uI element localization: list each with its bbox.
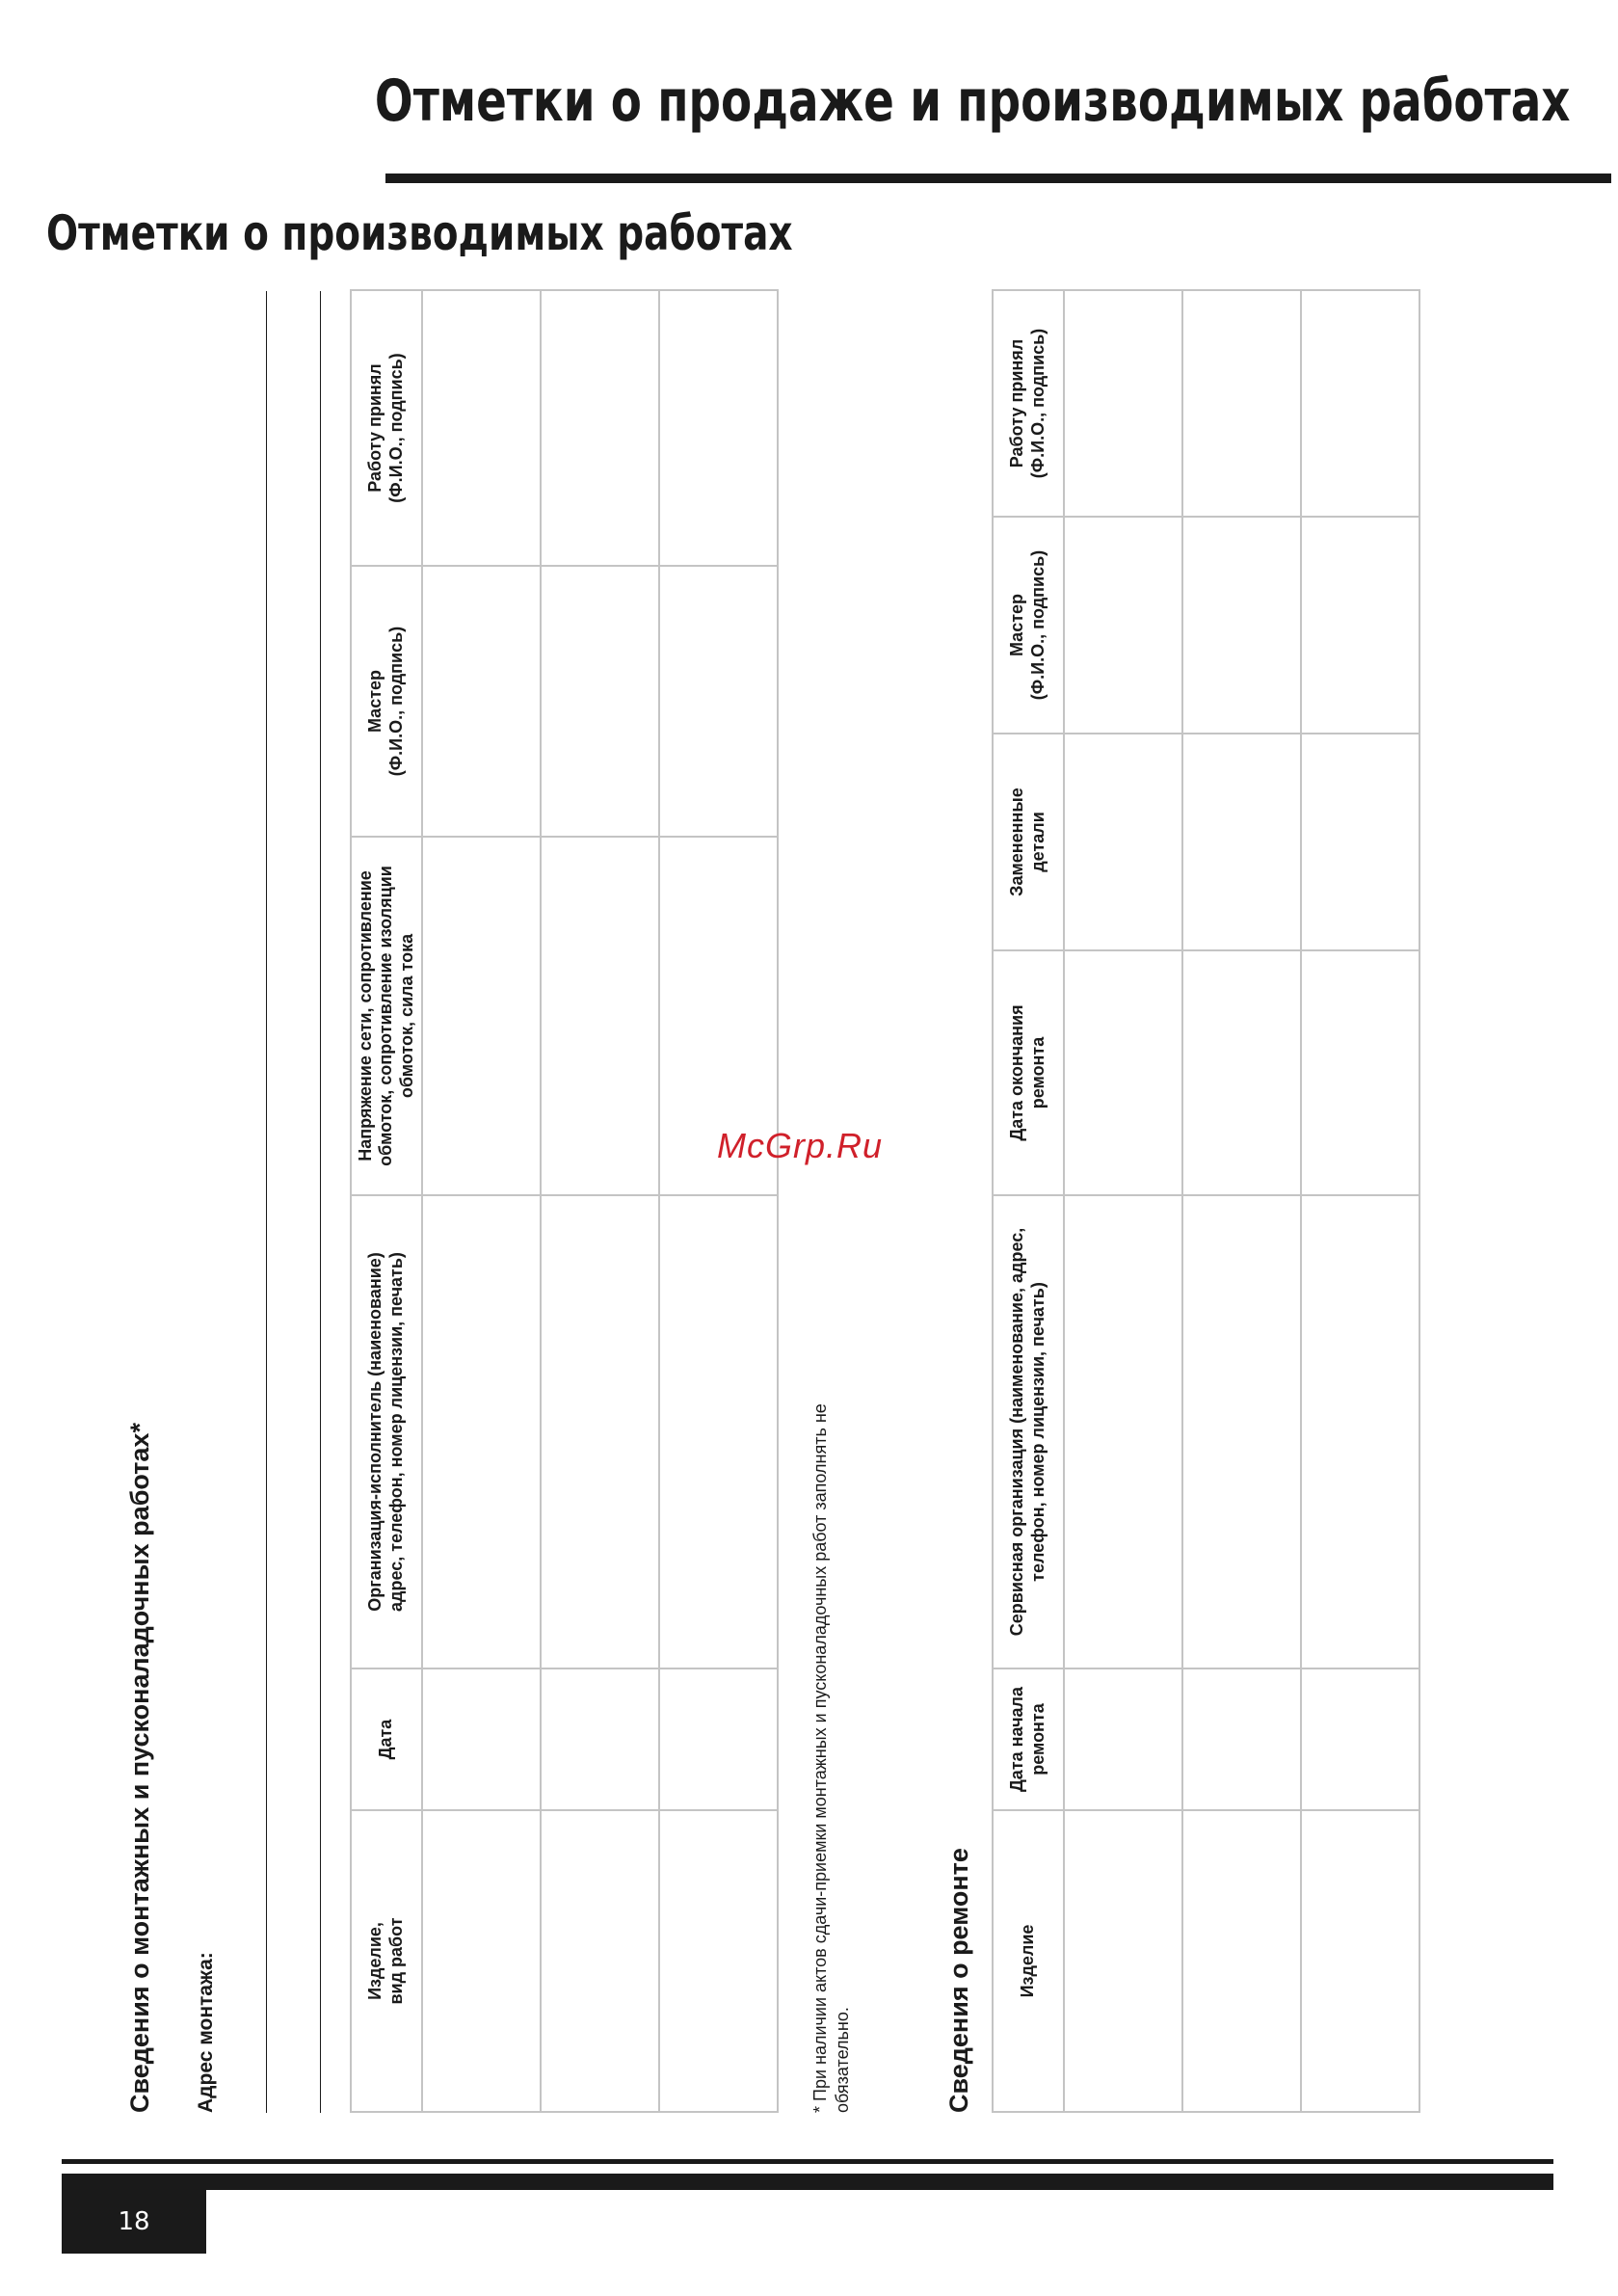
table-cell[interactable] [541, 837, 659, 1195]
installation-address-label: Адрес монтажа: [195, 1952, 217, 2113]
table-row [659, 290, 778, 2112]
table-cell[interactable] [541, 566, 659, 837]
table-cell[interactable] [1064, 1810, 1182, 2112]
table-row [1064, 290, 1182, 2112]
table-cell[interactable] [422, 1810, 541, 2112]
watermark: McGrp.Ru [717, 1126, 884, 1165]
table-cell[interactable] [659, 1195, 778, 1669]
installation-table [350, 289, 779, 2113]
column-header: Дата начала ремонта [993, 1669, 1064, 1810]
table-cell[interactable] [1064, 950, 1182, 1195]
table-row [1182, 290, 1301, 2112]
table-cell[interactable] [541, 1669, 659, 1810]
table-cell[interactable] [1182, 734, 1301, 950]
installation-title: Сведения о монтажных и пусконаладочных работах* [125, 1423, 154, 2113]
footer-rule [62, 2174, 1553, 2190]
column-header: Изделие [993, 1810, 1064, 2112]
address-line [266, 291, 267, 2113]
table-cell[interactable] [1182, 290, 1301, 517]
table-cell[interactable] [1182, 1669, 1301, 1810]
column-header: Сервисная организация (наименование, адрес, телефон, номер лицензии, печать) [993, 1195, 1064, 1669]
table-header-row [993, 290, 1064, 2112]
table-row [1301, 290, 1419, 2112]
table-cell[interactable] [1064, 1195, 1182, 1669]
table-cell[interactable] [541, 290, 659, 566]
table-cell[interactable] [1301, 1669, 1419, 1810]
address-line [320, 291, 321, 2113]
table-cell[interactable] [1064, 290, 1182, 517]
column-header: Работу принял (Ф.И.О., подпись) [351, 290, 422, 566]
column-header: Мастер (Ф.И.О., подпись) [993, 517, 1064, 734]
table-cell[interactable] [422, 1669, 541, 1810]
footer-rule [62, 2159, 1553, 2164]
table-cell[interactable] [422, 1195, 541, 1669]
table-cell[interactable] [541, 1810, 659, 2112]
table-cell[interactable] [1182, 1810, 1301, 2112]
table-cell[interactable] [422, 837, 541, 1195]
column-header: Организация-исполнитель (наиенование) адрес, телефон, номер лицензии, печать) [351, 1195, 422, 1669]
column-header: Напряжение сети, сопротивление обмоток, сопротивление изоляции обмоток, сила тока [351, 837, 422, 1195]
page-number: 18 [62, 2190, 206, 2254]
column-header: Работу принял (Ф.И.О., подпись) [993, 290, 1064, 517]
table-cell[interactable] [659, 566, 778, 837]
repair-title: Сведения о ремонте [944, 1848, 973, 2113]
table-cell[interactable] [1064, 517, 1182, 734]
table-cell[interactable] [659, 1810, 778, 2112]
column-header: Дата окончания ремонта [993, 950, 1064, 1195]
table-cell[interactable] [1301, 517, 1419, 734]
title-rule [385, 174, 1611, 183]
table-cell[interactable] [659, 290, 778, 566]
table-cell[interactable] [1301, 290, 1419, 517]
table-header-row [351, 290, 422, 2112]
column-header: Изделие, вид работ [351, 1810, 422, 2112]
table-row [422, 290, 541, 2112]
table-cell[interactable] [1182, 950, 1301, 1195]
table-cell[interactable] [1182, 517, 1301, 734]
column-header: Мастер (Ф.И.О., подпись) [351, 566, 422, 837]
table-cell[interactable] [659, 1669, 778, 1810]
table-cell[interactable] [1301, 1195, 1419, 1669]
table-cell[interactable] [422, 290, 541, 566]
table-cell[interactable] [422, 566, 541, 837]
table-cell[interactable] [1301, 734, 1419, 950]
repair-table [992, 289, 1420, 2113]
table-cell[interactable] [1064, 1669, 1182, 1810]
table-cell[interactable] [541, 1195, 659, 1669]
table-cell[interactable] [1182, 1195, 1301, 1669]
column-header: Замененные детали [993, 734, 1064, 950]
column-header: Дата [351, 1669, 422, 1810]
table-cell[interactable] [1064, 734, 1182, 950]
table-cell[interactable] [1301, 950, 1419, 1195]
table-row [541, 290, 659, 2112]
table-cell[interactable] [1301, 1810, 1419, 2112]
section-title: Отметки о производимых работах [46, 205, 793, 261]
page-title: Отметки о продаже и производимых работах [374, 67, 1570, 135]
installation-footnote: * При наличии актов сдачи-приемки монтажных и пусконаладочных работ заполнять не обязательно. [810, 1403, 852, 2113]
